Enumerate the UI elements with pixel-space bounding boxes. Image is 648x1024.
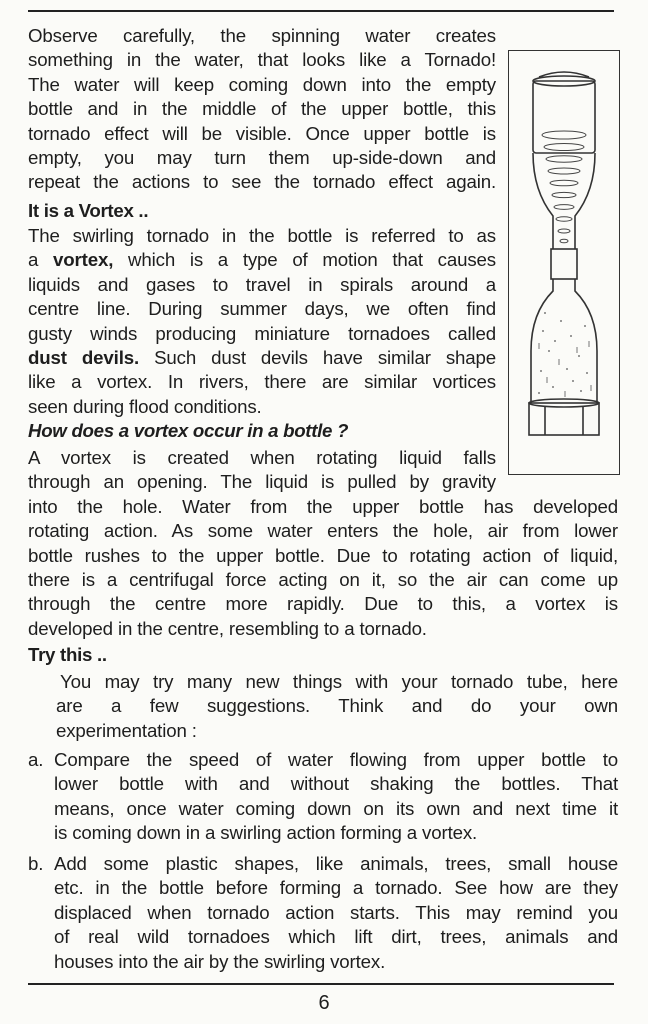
list-marker-a: a. [28,749,44,770]
heading-try-this: Try this .. [28,644,107,665]
term-dust-devils: dust devils. [28,347,140,369]
list-item-b: Add some plastic shapes, like animals, trees, small house etc. in the bottle before forming a tornado. See how are they displaced when tornado action starts. This may remind you of real wild tornadoes which lift dirt, trees, animals and houses into the air by the swirling vortex. [54,853,618,972]
tornado-tube-figure [508,50,620,475]
heading-how-vortex: How does a vortex occur in a bottle ? [28,420,349,441]
paragraph-vortex: The swirling tornado in the bottle is referred to as a vortex, which is a type of motion that causes liquids and gases to travel in spirals around a centre line. During summer days, we often find gusty winds producing miniature tornadoes called dust devils. Such dust devils have similar shape like a vortex. In rivers, there are similar vortices seen during flood conditions. [28,225,496,417]
top-rule [28,10,614,12]
heading-vortex: It is a Vortex .. [28,200,149,221]
bottom-rule [28,983,614,985]
tornado-bottle-illustration [509,51,619,474]
paragraph-how: A vortex is created when rotating liquid falls through an opening. The liquid is pulled by gravity into the hole. Water from the upper bottle has developed rotating action. As some water enters the hole, air from lower bottle rushes to the upper bottle. Due to rotating action of liquid, there is a centrifugal force acting on it, so the air can come up through the centre more rapidly. Due to this, a vortex is developed in the centre, resembling to a tornado. [28,447,618,639]
term-vortex: vortex, [53,249,114,271]
list-marker-b: b. [28,853,44,874]
paragraph-intro: You may try many new things with your tornado tube, here are a few suggestions. Think and do your own experimentation : [56,671,618,741]
page-number: 6 [318,992,330,1014]
list-item-a: Compare the speed of water flowing from upper bottle to lower bottle with and without shaking the bottles. That means, once water coming down on its own and next time it is coming down in a swirling action forming a vortex. [54,749,618,844]
paragraph-observe: Observe carefully, the spinning water creates something in the water, that looks like a Tornado! The water will keep coming down into the empty bottle and in the middle of the upper bottle, this tornado effect will be visible. Once upper bottle is empty, you may turn them up-side-down and repeat the actions to see the tornado effect again. [28,25,496,193]
